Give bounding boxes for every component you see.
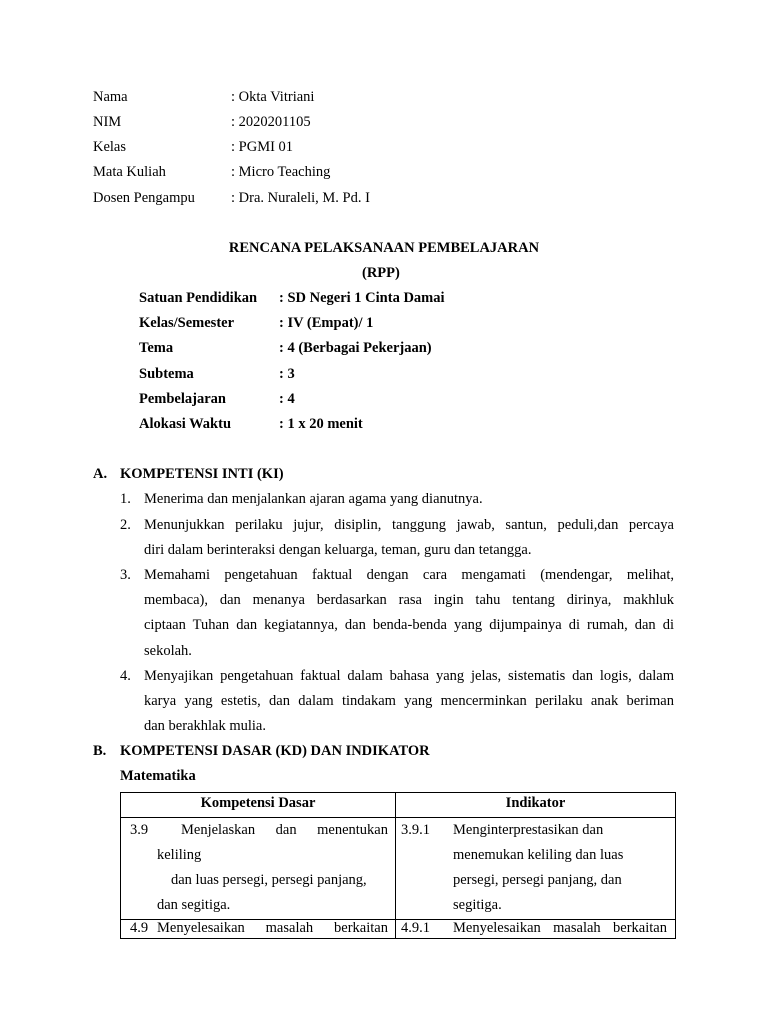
section-a-letter: A. [93, 466, 108, 482]
rpp-label-tema: Tema [139, 340, 174, 356]
kd-cell [121, 920, 396, 939]
indikator-text-line: Menginterprestasikan dan [453, 822, 604, 838]
indikator-text-line: Menyelesaikan masalah berkaitan [453, 920, 667, 936]
kd-text-line: dan segitiga. [157, 897, 231, 913]
identity-value-nim: : 2020201105 [231, 114, 311, 130]
rpp-value-satuan: : SD Negeri 1 Cinta Damai [279, 290, 445, 306]
indikator-text-line: segitiga. [453, 897, 502, 913]
rpp-label-subtema: Subtema [139, 366, 194, 382]
kd-text-line: Menyelesaikan masalah berkaitan [157, 920, 388, 936]
kd-indicator-table [120, 792, 676, 939]
ki-item-3-line: membaca), dan menanya berdasarkan rasa ingin tahu tentang dirinya, makhluk [144, 592, 674, 608]
kd-cell [121, 818, 396, 920]
rpp-value-subtema: : 3 [279, 366, 295, 382]
section-b-heading: KOMPETENSI DASAR (KD) DAN INDIKATOR [120, 743, 430, 759]
ki-item-4-line: dan berakhlak mulia. [144, 718, 266, 734]
ki-item-1-line: Menerima dan menjalankan ajaran agama yang dianutnya. [144, 491, 483, 507]
section-a-heading: KOMPETENSI INTI (KI) [120, 466, 284, 482]
kd-number: 3.9 [130, 822, 149, 838]
ki-item-4-line: Menyajikan pengetahuan faktual dalam bahasa yang jelas, sistematis dan logis, dalam [144, 668, 674, 684]
ki-item-4-number: 4. [120, 668, 131, 684]
identity-value-mata-kuliah: : Micro Teaching [231, 164, 331, 180]
identity-label-nim: NIM [93, 114, 122, 130]
kd-text-line: Menjelaskan dan menentukan [181, 822, 388, 838]
rpp-label-pembelajaran: Pembelajaran [139, 391, 226, 407]
identity-label-kelas: Kelas [93, 139, 127, 155]
identity-label-nama: Nama [93, 89, 128, 105]
rpp-label-kelas-semester: Kelas/Semester [139, 315, 235, 331]
subject-heading: Matematika [120, 768, 196, 784]
rpp-label-satuan: Satuan Pendidikan [139, 290, 258, 306]
rpp-value-alokasi: : 1 x 20 menit [279, 416, 363, 432]
rpp-value-tema: : 4 (Berbagai Pekerjaan) [279, 340, 432, 356]
ki-item-3-number: 3. [120, 567, 131, 583]
identity-value-kelas: : PGMI 01 [231, 139, 294, 155]
table-header-kd: Kompetensi Dasar [121, 793, 396, 818]
table-header-row [121, 793, 676, 818]
ki-item-2-number: 2. [120, 517, 131, 533]
ki-item-1-number: 1. [120, 491, 131, 507]
indikator-text-line: persegi, persegi panjang, dan [453, 872, 622, 888]
identity-value-dosen: : Dra. Nuraleli, M. Pd. I [231, 190, 370, 206]
indikator-cell [396, 818, 676, 920]
indikator-cell [396, 920, 676, 939]
ki-item-4-line: karya yang estetis, dan dalam tindakam yang mencerminkan perilaku anak beriman [144, 693, 674, 709]
ki-item-2-line: diri dalam berinteraksi dengan keluarga, teman, guru dan tetangga. [144, 542, 532, 558]
ki-item-3-line: sekolah. [144, 643, 192, 659]
table-row [121, 920, 676, 939]
table-row [121, 818, 676, 920]
ki-item-2-line: Menunjukkan perilaku jujur, disiplin, tanggung jawab, santun, peduli,dan percaya [144, 517, 674, 533]
identity-label-mata-kuliah: Mata Kuliah [93, 164, 166, 180]
doc-title: RENCANA PELAKSANAAN PEMBELAJARAN [228, 240, 540, 256]
kd-text-line: keliling [157, 847, 202, 863]
rpp-value-pembelajaran: : 4 [279, 391, 295, 407]
rpp-label-alokasi: Alokasi Waktu [139, 416, 232, 432]
kd-number: 4.9 [130, 920, 149, 936]
ki-item-3-line: Memahami pengetahuan faktual dengan cara mengamati (mendengar, melihat, [144, 567, 674, 583]
rpp-value-kelas-semester: : IV (Empat)/ 1 [279, 315, 374, 331]
indikator-text-line: menemukan keliling dan luas [453, 847, 624, 863]
identity-label-dosen: Dosen Pengampu [93, 190, 195, 206]
doc-subtitle: (RPP) [362, 265, 400, 281]
identity-value-nama: : Okta Vitriani [231, 89, 315, 105]
table-header-indikator: Indikator [396, 793, 676, 818]
ki-item-3-line: ciptaan Tuhan dan kegiatannya, dan benda-benda yang dijumpainya di rumah, dan di [144, 617, 674, 633]
indikator-number: 4.9.1 [401, 920, 430, 936]
indikator-number: 3.9.1 [401, 822, 430, 838]
section-b-letter: B. [93, 743, 107, 759]
kd-text-line: dan luas persegi, persegi panjang, [171, 872, 367, 888]
